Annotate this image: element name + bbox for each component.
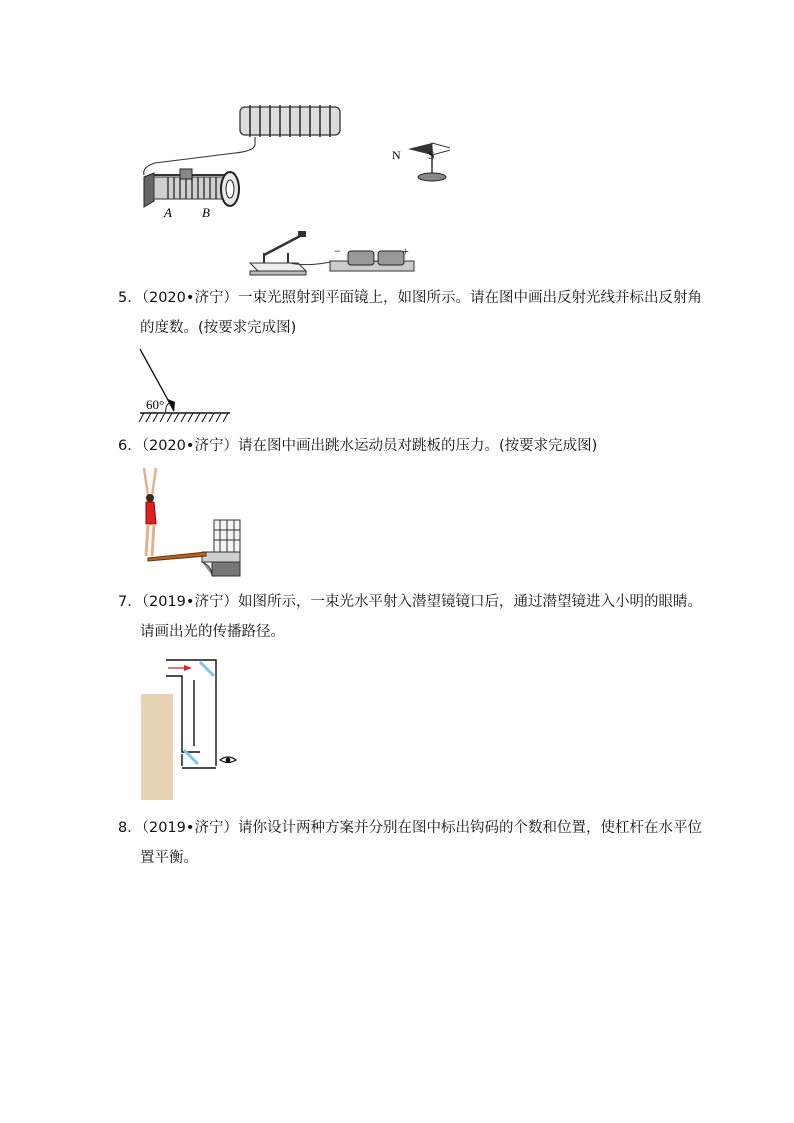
question-number: 5．	[118, 290, 142, 306]
mirror-hatching	[139, 413, 228, 422]
question-source: （2020•济宁）	[141, 290, 238, 306]
compass	[392, 143, 450, 181]
angle-label: 60°	[146, 397, 165, 412]
eye-icon	[220, 757, 236, 763]
question-text: 请你设计两种方案并分别在图中标出钩码的个数和位置，使杠杆在水平位	[237, 820, 702, 836]
question-number: 7．	[118, 594, 142, 610]
periscope-tube	[166, 660, 216, 768]
question-number: 8．	[118, 820, 142, 836]
question-8-line-1	[118, 813, 702, 843]
question-number: 6．	[118, 438, 142, 454]
question-text: 一束光照射到平面镜上，如图所示。请在图中画出反射光线并标出反射角	[237, 290, 702, 306]
question-5-line-2: 的度数。(按要求完成图)	[140, 320, 297, 336]
circuit-figure	[130, 95, 450, 285]
question-6-line-1	[118, 431, 688, 461]
question-6	[118, 431, 688, 461]
question-source: （2020•济宁）	[141, 438, 238, 454]
question-text: 如图所示，一束光水平射入潜望镜镜口后，通过潜望镜进入小明的眼睛。	[237, 594, 702, 610]
question-7-line-1	[118, 587, 702, 617]
knife-switch	[250, 231, 335, 275]
question-text: 请在图中画出跳水运动员对跳板的压力。(按要求完成图)	[237, 438, 598, 454]
springboard	[148, 552, 206, 561]
question-5-line-1	[118, 283, 702, 313]
question-8	[118, 813, 702, 873]
label-plus: +	[402, 244, 409, 258]
label-s: S	[428, 148, 435, 162]
battery-pack	[330, 244, 414, 271]
question-source: （2019•济宁）	[141, 820, 238, 836]
rheostat	[144, 169, 239, 220]
question-7	[118, 587, 702, 647]
question-5	[118, 283, 702, 343]
top-mirror	[200, 662, 214, 676]
diving-figure	[134, 466, 244, 578]
diver	[144, 468, 156, 556]
wall	[141, 694, 173, 800]
diving-platform	[202, 520, 240, 576]
solenoid	[144, 105, 340, 175]
label-a: A	[164, 205, 172, 220]
ray-arrowhead	[168, 399, 175, 412]
label-minus: −	[334, 244, 341, 258]
question-source: （2019•济宁）	[141, 594, 238, 610]
periscope-figure	[138, 654, 248, 804]
label-n: N	[392, 148, 401, 162]
question-8-line-2: 置平衡。	[140, 850, 198, 866]
label-b: B	[202, 205, 210, 220]
question-7-line-2: 请画出光的传播路径。	[140, 624, 285, 640]
mirror-figure	[138, 345, 238, 425]
